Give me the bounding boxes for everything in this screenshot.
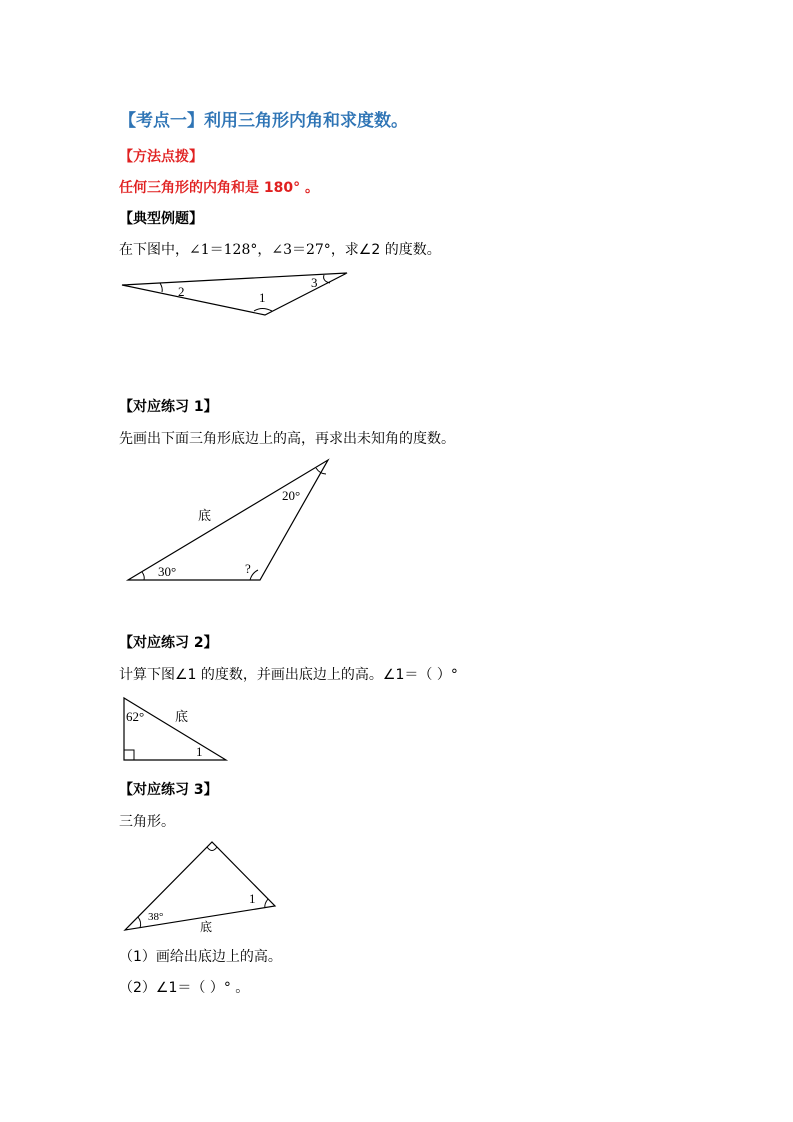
- practice2-right-angle-mark: [124, 750, 134, 760]
- practice2-question: 计算下图∠1 的度数，并画出底边上的高。∠1＝（ ）°: [119, 667, 458, 683]
- section-heading: 【考点一】利用三角形内角和求度数。: [119, 111, 408, 131]
- example-question: [119, 239, 441, 259]
- practice1-triangle: [128, 460, 328, 580]
- practice1-left-arc: [142, 572, 144, 580]
- example-angle3: ∠3＝27°: [271, 242, 331, 258]
- practice3-label-left: 38°: [148, 911, 164, 923]
- practice1-label-right: ?: [245, 561, 251, 576]
- method-text: 任何三角形的内角和是 180° 。: [119, 180, 319, 196]
- example-triangle-figure: [110, 265, 360, 325]
- example-label-1: 1: [259, 290, 266, 305]
- practice1-right-arc: [250, 570, 258, 580]
- practice1-label-left: 30°: [158, 564, 177, 579]
- practice3-top-arc: [207, 847, 217, 851]
- practice3-intro: 三角形。: [119, 814, 175, 830]
- practice1-label-top: 20°: [282, 488, 301, 503]
- practice2-label-base: 底: [175, 710, 189, 725]
- method-title: 【方法点拨】: [119, 149, 203, 165]
- practice2-title: 【对应练习 2】: [119, 635, 218, 651]
- practice3-label-base: 底: [200, 920, 213, 934]
- practice3-q1: （1）画给出底边上的高。: [119, 949, 282, 965]
- example-angle1: ∠1＝128°: [189, 242, 258, 258]
- example-sep: ，: [257, 242, 272, 258]
- practice1-question: 先画出下面三角形底边上的高，再求出未知角的度数。: [119, 431, 455, 447]
- practice3-title: 【对应练习 3】: [119, 782, 218, 798]
- example-angle1-arc: [254, 309, 272, 312]
- example-question-suffix: ，求∠2 的度数。: [330, 242, 441, 258]
- practice2-label-top: 62°: [126, 709, 145, 724]
- example-title: 【典型例题】: [119, 211, 203, 227]
- example-label-3: 3: [311, 275, 318, 290]
- practice3-label-angle: 1: [249, 891, 256, 906]
- practice1-top-arc: [316, 468, 326, 474]
- practice1-triangle-figure: [120, 452, 340, 587]
- example-question-prefix: 在下图中，: [119, 242, 189, 258]
- practice3-q2: （2）∠1＝（ ）° 。: [119, 980, 250, 996]
- practice2-label-angle: 1: [196, 744, 203, 759]
- practice2-triangle-figure: [118, 692, 233, 764]
- practice3-triangle-figure: [118, 836, 283, 936]
- practice3-left-arc: [138, 917, 141, 928]
- example-label-2: 2: [178, 284, 185, 299]
- practice1-title: 【对应练习 1】: [119, 399, 218, 415]
- practice1-label-base: 底: [198, 509, 212, 524]
- practice2-triangle: [124, 698, 226, 760]
- example-angle2-arc: [160, 283, 162, 292]
